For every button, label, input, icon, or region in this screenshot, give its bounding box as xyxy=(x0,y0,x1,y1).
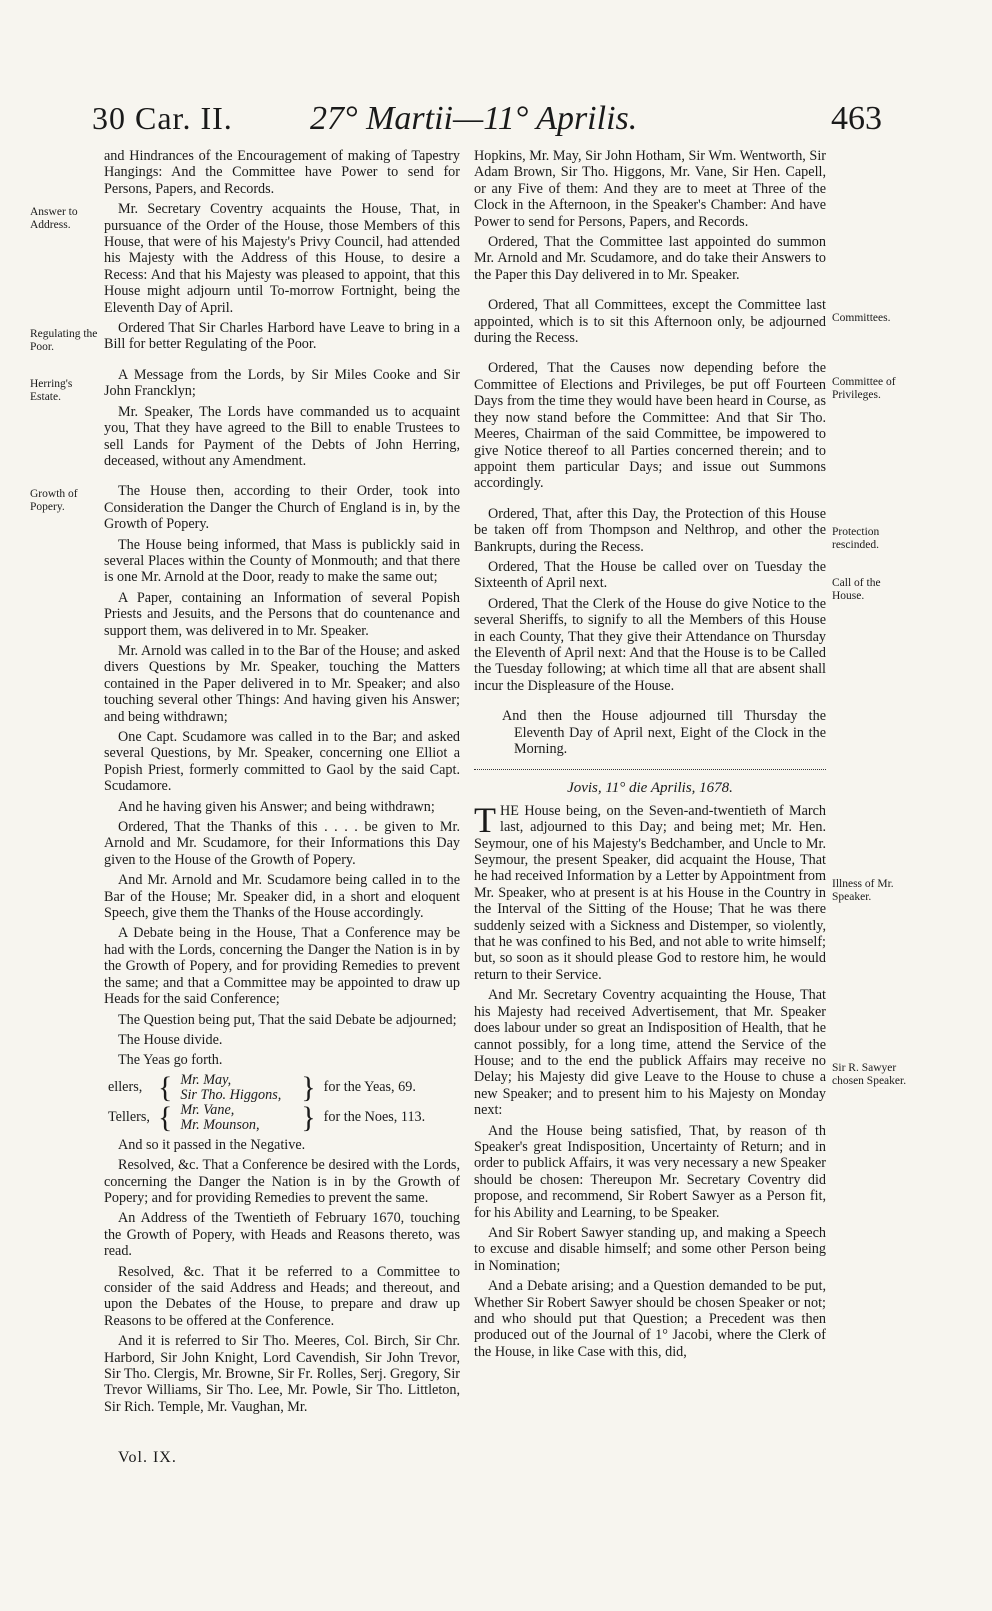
paragraph: Resolved, &c. That it be referred to a Committee to consider of the said Address and Heads; and thereout, and upon the Debates of the House, to prepare and draw up Reasons to be offered at the Conference. xyxy=(104,1263,460,1329)
reign-heading: 30 Car. II. xyxy=(92,100,233,136)
paragraph: Ordered, That, after this Day, the Protection of this House be taken off from Thompson and Nelthrop, and other the Bankrupts, during the Recess. xyxy=(474,505,826,555)
paragraph: The House divide. xyxy=(118,1031,223,1048)
margin-note-protection: Protection rescinded. xyxy=(832,526,880,551)
paragraph: And Mr. Arnold and Mr. Scudamore being called in to the Bar of the House; Mr. Speaker did, in a short and eloquent Speech, give them the Thanks of the House accordingly. xyxy=(104,872,460,922)
margin-note-illness: Illness of Mr. Speaker. xyxy=(832,878,894,903)
paragraph: and Hindrances of the Encouragement of making of Tapestry Hangings: And the Committee have Power to send for Persons, Papers, and Records. xyxy=(104,148,460,197)
paragraph: Ordered, That all Committees, except the Committee last appointed, which is to sit this Afternoon only, be adjourned during the Recess. xyxy=(474,297,826,347)
tellers-yeas-label: ellers, xyxy=(108,1079,143,1096)
paragraph: HE House being, on the Seven-and-twentieth of March last, adjourned to this Day; and being met; Mr. Hen. Seymour, one of his Majesty's Bedchamber, and Uncle to Mr. Seymour, the present Speaker, did acquaint the House, That he had received Information by a Letter by Appointment from Mr. Speaker, who at present is at his House in the Country in the Interval of the Sitting of the House; That he was there suddenly seized with a Sickness and Distemper, so violently, that he was confined to his Bed, and not able to write himself; but, so soon as it should please God to restore him, he would return to their Service. xyxy=(474,802,826,983)
paragraph: Mr. Arnold was called in to the Bar of the House; and asked divers Questions by Mr. Speaker, touching the Matters contained in the Paper delivered in to Mr. Speaker; and also touching several other Things: And having given his Answer; and being withdrawn; xyxy=(104,642,460,725)
paragraph: The House then, according to their Order, took into Consideration the Danger the Church of England is in, by the Growth of Popery. xyxy=(104,483,460,533)
paragraph: The Question being put, That the said Debate be adjourned; xyxy=(118,1011,457,1028)
right-column xyxy=(474,148,826,1364)
paragraph: Ordered, That the Clerk of the House do give Notice to the several Sheriffs, to signify to all the Members of this House in each County, That they give their Attendance on Thursday the Eleventh of April next: And that the House is to be Called the Tuesday following; at which time all that are absent shall incur the Displeasure of the House. xyxy=(474,595,826,694)
teller-name: Sir Tho. Higgons, xyxy=(180,1086,282,1103)
paragraph: And it is referred to Sir Tho. Meeres, Col. Birch, Sir Chr. Harbord, Sir John Knight, Lord Cavendish, Sir John Trevor, Sir Tho. Clergis, Mr. Browne, Sir Fr. Rolles, Serj. Gregory, Sir Trevor Williams, Sir Tho. Lee, Mr. Powle, Sir Tho. Littleton, Sir Rich. Temple, Mr. Vaughan, Mr. xyxy=(104,1333,460,1415)
paragraph: And Mr. Secretary Coventry acquainting the House, That his Majesty had received Advertisement, that Mr. Speaker does labour under so great an Indisposition of Health, that he cannot possibly, for a long time, attend the Service of the House; and to the end the publick Affairs may receive no Delay; his Majesty did give Leave to the House to chuse a new Speaker; and to present him to his Majesty on Monday next: xyxy=(474,987,826,1119)
paragraph: The House being informed, that Mass is publickly said in several Places within the County of Monmouth; and that there is one Mr. Arnold at the Door, ready to make the same out; xyxy=(104,536,460,586)
margin-note-callhouse: Call of the House. xyxy=(832,577,881,602)
margin-note-privileges: Committee of Privileges. xyxy=(832,376,896,401)
margin-note-committees: Committees. xyxy=(832,312,891,324)
paragraph: And then the House adjourned till Thursday the Eleventh Day of April next, Eight of the Clock in the Morning. xyxy=(502,708,826,757)
margin-note-answer: Answer to Address. xyxy=(30,206,78,231)
paragraph: The Yeas go forth. xyxy=(118,1052,223,1069)
margin-note-herring: Herring's Estate. xyxy=(30,378,73,403)
teller-name: Mr. May, xyxy=(180,1071,232,1088)
paragraph: A Paper, containing an Information of several Popish Priests and Jesuits, and the Persons that do countenance and support them, was delivered in to Mr. Speaker. xyxy=(104,589,460,639)
paragraph: Ordered, That the Thanks of this . . . . be given to Mr. Arnold and Mr. Scudamore, for their Informations this Day given to the House of the Growth of Popery. xyxy=(104,819,460,868)
left-column xyxy=(104,148,460,1419)
volume-footer: Vol. IX. xyxy=(118,1449,177,1466)
paragraph: Ordered, That the Causes now depending before the Committee of Elections and Privileges, be put off Fourteen Days from the time they would have been heard in Course, as they now stand before the Committee: And that Sir Tho. Meeres, Chairman of the said Committee, be impowered to give Notice thereof to all Parties concerned therein; and to appoint them particular Days; and issue out Summons accordingly. xyxy=(474,360,826,492)
paragraph: Ordered That Sir Charles Harbord have Leave to bring in a Bill for better Regulating of the Poor. xyxy=(104,320,460,353)
date-range-heading: 27° Martii—11° Aprilis. xyxy=(310,100,638,137)
section-divider xyxy=(474,769,826,770)
paragraph: And a Debate arising; and a Question demanded to be put, Whether Sir Robert Sawyer should be chosen Speaker or not; and who should put that Question; a Precedent was then produced out of the Journal of 1° Jacobi, where the Clerk of the House, in like Case with this, did, xyxy=(474,1278,826,1360)
paragraph: Ordered, That the House be called over on Tuesday the Sixteenth of April next. xyxy=(474,558,826,592)
margin-note-sawyer: Sir R. Sawyer chosen Speaker. xyxy=(832,1062,907,1087)
drop-cap: T xyxy=(474,799,496,840)
page-header xyxy=(92,100,882,148)
date-heading: Jovis, 11° die Aprilis, 1678. xyxy=(567,780,733,797)
paragraph: A Message from the Lords, by Sir Miles Cooke and Sir John Francklyn; xyxy=(104,366,460,400)
paragraph: And so it passed in the Negative. xyxy=(118,1136,306,1153)
paragraph: Ordered, That the Committee last appointed do summon Mr. Arnold and Mr. Scudamore, and do take their Answers to the Paper this Day delivered in to Mr. Speaker. xyxy=(474,234,826,283)
paragraph: An Address of the Twentieth of February 1670, touching the Growth of Popery, with Heads and Reasons thereto, was read. xyxy=(104,1210,460,1260)
teller-name: Mr. Vane, xyxy=(180,1101,235,1118)
margin-note-poor: Regulating the Poor. xyxy=(30,328,98,353)
paragraph: And the House being satisfied, That, by reason of th Speaker's great Indisposition, Uncertainty of Return; and in order to publick Affairs, it was very necessary a new Speaker should be chosen: Thereupon Mr. Secretary Coventry did propose, and recommend, Sir Robert Sawyer as a Person fit, for his Ability and Learning, to be Speaker. xyxy=(474,1122,826,1221)
tellers-yeas-result: for the Yeas, 69. xyxy=(323,1079,416,1096)
paragraph: A Debate being in the House, That a Conference may be had with the Lords, concerning the Danger the Nation is in by the Growth of Popery, and for providing Remedies to prevent the same; and that a Committee may be appointed to draw up Heads for the said Conference; xyxy=(104,925,460,1008)
tellers-block: ellers, { Mr. May, } for the Yeas, 69. Sir Tho. Higgons, Tellers, { Mr. Vane, } for the Noes, 113. Mr. Mounson, xyxy=(104,1073,460,1133)
teller-name: Mr. Mounson, xyxy=(180,1116,260,1133)
paragraph: Mr. Secretary Coventry acquaints the House, That, in pursuance of the Order of the House, those Members of this House, that were of his Majesty's Privy Council, had attended his Majesty with the Address of this House, to desire a Recess: And that his Majesty was pleased to appoint, that this House might adjourn until To-morrow Fortnight, being the Eleventh Day of April. xyxy=(104,201,460,316)
paragraph: And he having given his Answer; and being withdrawn; xyxy=(118,798,435,815)
tellers-noes-label: Tellers, xyxy=(108,1109,150,1126)
paragraph: Mr. Speaker, The Lords have commanded us to acquaint you, That they have agreed to the Bill to enable Trustees to sell Lands for Payment of the Debts of John Herring, deceased, without any Amendment. xyxy=(104,403,460,469)
page-number: 463 xyxy=(831,100,882,137)
paragraph: Resolved, &c. That a Conference be desired with the Lords, concerning the Danger the Nation is in by the Growth of Popery; and for providing Remedies to prevent the same. xyxy=(104,1157,460,1206)
margin-note-popery: Growth of Popery. xyxy=(30,488,78,513)
tellers-noes-result: for the Noes, 113. xyxy=(323,1109,426,1126)
paragraph: Hopkins, Mr. May, Sir John Hotham, Sir Wm. Wentworth, Sir Adam Brown, Sir Tho. Higgons, Mr. Vane, Sir Hen. Capell, or any Five of them: And they are to meet at Three of the Clock in the Afternoon, in the Speaker's Chamber: And have Power to send for Persons, Papers, and Records. xyxy=(474,148,826,230)
paragraph: And Sir Robert Sawyer standing up, and making a Speech to excuse and disable himself; and some other Person being in Nomination; xyxy=(474,1224,826,1274)
paragraph: One Capt. Scudamore was called in to the Bar; and asked several Questions, by Mr. Speaker, concerning one Elliot a Popish Priest, formerly committed to Gaol by the said Capt. Scudamore. xyxy=(104,729,460,795)
